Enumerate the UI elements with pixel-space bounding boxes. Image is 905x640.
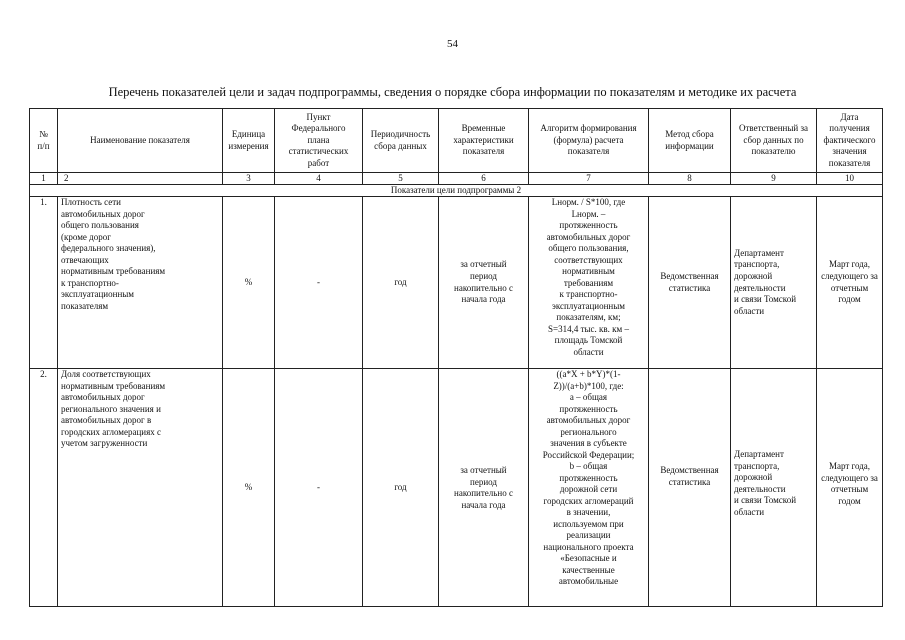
- periodicity-cell: год: [363, 197, 439, 369]
- text-line: нормативным требованиям: [61, 266, 166, 277]
- text-line: деятельности: [734, 483, 786, 494]
- column-number: 1: [30, 173, 58, 185]
- text-line: за отчетный: [460, 465, 507, 475]
- text-line: характеристики: [453, 134, 514, 145]
- text-line: Lнорм. –: [571, 208, 606, 219]
- time-characteristics-cell: [439, 197, 529, 369]
- indicators-table: [29, 108, 883, 607]
- text-line: значения: [832, 146, 867, 157]
- text-line: Z))/(a+b)*100, где:: [553, 380, 624, 391]
- text-line: области: [573, 346, 604, 357]
- row-number: 1.: [30, 197, 58, 369]
- plan-item-cell: -: [275, 197, 363, 369]
- column-number-row: [30, 173, 883, 185]
- text-line: автомобильных дорог: [61, 392, 145, 403]
- text-line: городских агломераций: [543, 495, 634, 506]
- header-cell: [275, 109, 363, 173]
- text-line: Март года,: [828, 259, 871, 270]
- header-cell: [731, 109, 817, 173]
- text-line: протяженность: [559, 472, 618, 483]
- text-line: начала года: [461, 499, 506, 510]
- date-cell: [817, 197, 883, 369]
- column-number: 5: [363, 173, 439, 185]
- text-line: Март года,: [828, 461, 871, 471]
- text-line: федерального значения),: [61, 243, 156, 254]
- text-line: в значении,: [566, 507, 611, 518]
- column-number: 10: [817, 173, 883, 185]
- unit-cell: %: [223, 197, 275, 369]
- time-characteristics-cell: [439, 369, 529, 607]
- text-line: фактического: [823, 134, 876, 145]
- text-line: автомобильных дорог: [546, 231, 631, 242]
- text-line: накопительно с: [454, 282, 513, 293]
- header-cell: [439, 109, 529, 173]
- header-row: [30, 109, 883, 173]
- text-line: Пункт: [306, 111, 331, 122]
- text-line: качественные: [562, 564, 615, 575]
- text-line: общего пользования,: [548, 243, 629, 254]
- text-line: S=314,4 тыс. кв. км –: [548, 323, 629, 334]
- text-line: регионального: [560, 426, 617, 437]
- section-row: [30, 185, 883, 197]
- text-line: требованиям: [563, 277, 614, 288]
- text-line: сбор данных по: [743, 134, 804, 145]
- text-line: нормативным требованиям: [61, 380, 166, 391]
- text-line: регионального значения и: [61, 403, 161, 414]
- header-cell: [30, 109, 58, 173]
- text-line: статистика: [668, 476, 711, 487]
- table-row: [30, 197, 883, 369]
- text-line: Федерального: [291, 123, 346, 134]
- header-cell: [58, 109, 223, 173]
- text-line: показателя: [462, 146, 505, 157]
- formula-cell: [529, 197, 649, 369]
- text-line: Единица: [231, 128, 266, 139]
- text-line: Доля соответствующих: [61, 369, 151, 379]
- header-cell: [817, 109, 883, 173]
- text-line: следующего за: [821, 472, 878, 483]
- column-number: 2: [58, 173, 223, 185]
- header-cell: [363, 109, 439, 173]
- text-line: Дата получения: [829, 111, 870, 134]
- text-line: автомобильных дорог: [546, 415, 631, 426]
- text-line: дорожной: [734, 270, 773, 281]
- row-number: 2.: [30, 369, 58, 607]
- text-line: Российской Федерации;: [542, 449, 635, 460]
- header-cell: [223, 109, 275, 173]
- text-line: Наименование показателя: [90, 134, 190, 145]
- indicator-name: [58, 369, 223, 607]
- text-line: ((a*X + b*Y)*(1-: [556, 369, 621, 379]
- text-line: период: [470, 270, 497, 281]
- text-line: a – общая: [569, 392, 608, 403]
- responsible-cell: [731, 197, 817, 369]
- text-line: показателям: [61, 300, 109, 311]
- column-number: 4: [275, 173, 363, 185]
- header-cell: [649, 109, 731, 173]
- column-number: 6: [439, 173, 529, 185]
- text-line: информации: [665, 140, 714, 151]
- text-line: (кроме дорог: [61, 231, 111, 242]
- text-line: Периодичность: [370, 128, 431, 139]
- text-line: измерения: [228, 140, 269, 151]
- text-line: Метод сбора: [665, 128, 714, 139]
- text-line: и связи Томской: [734, 294, 797, 305]
- method-cell: [649, 369, 731, 607]
- text-line: учетом загруженности: [61, 438, 148, 449]
- text-line: и связи Томской: [734, 495, 797, 506]
- formula-text: [532, 369, 645, 606]
- text-line: Департамент: [734, 449, 784, 459]
- text-line: за отчетный: [460, 259, 507, 270]
- text-line: Алгоритм формирования: [540, 123, 637, 134]
- column-number: 9: [731, 173, 817, 185]
- formula-cell: [529, 369, 649, 607]
- time-characteristics-text: [442, 369, 525, 511]
- unit-cell: %: [223, 369, 275, 607]
- text-line: п/п: [37, 140, 50, 151]
- text-line: области: [734, 305, 765, 316]
- text-line: эксплуатационным: [551, 300, 625, 311]
- text-line: период: [470, 476, 497, 487]
- text-line: накопительно с: [454, 488, 513, 499]
- text-line: эксплуатационным: [61, 289, 135, 300]
- text-line: к транспортно-: [559, 289, 618, 300]
- text-line: отвечающих: [61, 254, 109, 265]
- text-line: статистика: [668, 282, 711, 293]
- text-line: Ответственный за: [738, 123, 809, 134]
- text-line: Ведомственная: [660, 270, 719, 281]
- text-line: транспорта,: [734, 460, 780, 471]
- text-line: используемом при: [553, 518, 624, 529]
- text-line: нормативным: [562, 266, 615, 277]
- date-cell: [817, 369, 883, 607]
- text-line: показателя: [567, 146, 610, 157]
- text-line: начала года: [461, 294, 506, 305]
- column-number: 7: [529, 173, 649, 185]
- text-line: статистических: [288, 146, 349, 157]
- text-line: протяженность: [559, 220, 618, 231]
- text-line: (формула) расчета: [553, 134, 624, 145]
- text-line: Временные: [461, 123, 506, 134]
- text-line: соответствующих: [554, 254, 623, 265]
- method-cell: [649, 197, 731, 369]
- text-line: автомобильные: [558, 576, 619, 587]
- text-line: области: [734, 506, 765, 517]
- text-line: городских агломерациях с: [61, 426, 161, 437]
- text-line: b – общая: [569, 461, 608, 472]
- text-line: №: [39, 128, 48, 139]
- text-line: дорожной: [734, 472, 773, 483]
- responsible-cell: [731, 369, 817, 607]
- page-number: 54: [447, 38, 458, 50]
- text-line: работ: [307, 157, 330, 168]
- text-line: Плотность сети: [61, 197, 121, 207]
- method-text: [652, 369, 727, 488]
- text-line: реализации: [566, 530, 611, 541]
- text-line: плана: [307, 134, 330, 145]
- plan-item-cell: -: [275, 369, 363, 607]
- text-line: автомобильных дорог: [61, 208, 145, 219]
- text-line: Ведомственная: [660, 465, 719, 475]
- text-line: Департамент: [734, 247, 784, 258]
- text-line: Lнорм. / S*100, где: [551, 197, 626, 207]
- header-cell: [529, 109, 649, 173]
- text-line: к транспортно-: [61, 277, 119, 288]
- text-line: отчетным годом: [830, 484, 869, 506]
- text-line: показателя: [828, 157, 871, 168]
- text-line: показателю: [751, 146, 796, 157]
- text-line: деятельности: [734, 282, 786, 293]
- text-line: сбора данных: [374, 140, 427, 151]
- column-number: 3: [223, 173, 275, 185]
- responsible-text: [734, 369, 813, 518]
- text-line: общего пользования: [61, 220, 139, 231]
- text-line: дорожной сети: [559, 484, 618, 495]
- column-number: 8: [649, 173, 731, 185]
- text-line: транспорта,: [734, 259, 780, 270]
- text-line: следующего за: [821, 270, 878, 281]
- page-title: Перечень показателей цели и задач подпрограммы, сведения о порядке сбора информации по показателям и методике их расчета: [108, 85, 797, 99]
- text-line: значения в субъекте: [550, 438, 627, 449]
- text-line: протяженность: [559, 403, 618, 414]
- table-row: [30, 369, 883, 607]
- text-line: национального проекта: [543, 541, 634, 552]
- text-line: автомобильных дорог в: [61, 415, 152, 426]
- text-line: площадь Томской: [554, 335, 623, 346]
- indicator-name: [58, 197, 223, 369]
- text-line: «Безопасные и: [560, 553, 617, 564]
- text-line: отчетным годом: [830, 282, 869, 305]
- section-title: Показатели цели подпрограммы 2: [30, 185, 883, 197]
- date-text: [820, 369, 879, 507]
- text-line: показателям, км;: [556, 312, 621, 323]
- periodicity-cell: год: [363, 369, 439, 607]
